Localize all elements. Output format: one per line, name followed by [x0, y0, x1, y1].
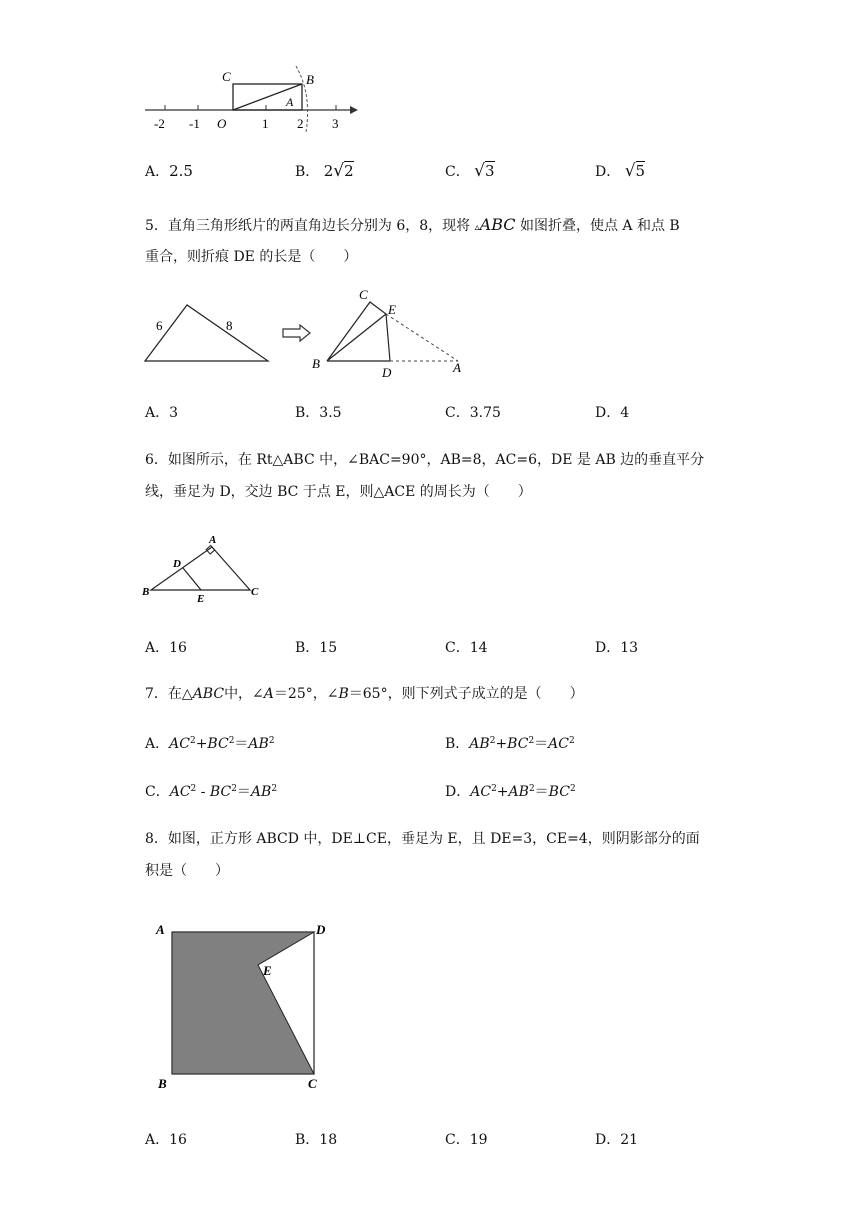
q5-option-b[interactable]: B．3.5	[295, 405, 342, 421]
point-label-a: A	[286, 95, 294, 109]
q4-option-a[interactable]: A．2.5	[145, 162, 193, 180]
sqrt-icon: √	[333, 161, 345, 181]
tick-label: 1	[262, 116, 269, 131]
q8-stem-line1: 8．如图，正方形 ABCD 中，DE⊥CE，垂足为 E，且 DE=3，CE=4，则阴影部分的面	[145, 831, 700, 847]
sqrt-icon: √	[474, 161, 486, 181]
point-label-e: E	[263, 963, 272, 978]
tick-label: 2	[297, 116, 304, 131]
perpendicular-bisector	[183, 568, 201, 590]
q5-option-c[interactable]: C．3.75	[445, 405, 501, 421]
arrow-icon	[283, 325, 310, 341]
side-label-8: 8	[226, 318, 233, 333]
q7-option-d[interactable]: D．$AC^2+AB^2=BC^2$	[445, 784, 576, 800]
square-shaded-figure	[150, 915, 340, 1095]
q4-option-d[interactable]: D． √5	[595, 161, 646, 181]
q6-option-d[interactable]: D．13	[595, 640, 639, 656]
dashed-fold-line	[386, 314, 458, 361]
point-label-c: C	[308, 1076, 317, 1091]
point-label-d: D	[173, 558, 181, 570]
tick-label: -1	[189, 116, 200, 131]
side-label-6: 6	[156, 318, 163, 333]
point-label-b: B	[158, 1076, 167, 1091]
number-line-figure	[140, 64, 370, 134]
q8-option-a[interactable]: A．16	[145, 1132, 187, 1148]
tick-label: 3	[332, 116, 339, 131]
q4-option-b[interactable]: B． 2√2	[295, 161, 354, 181]
tick-label: O	[217, 116, 227, 131]
point-label-b: B	[142, 586, 150, 598]
q7-option-a[interactable]: A．$AC^2+BC^2=AB^2$	[145, 736, 275, 752]
q5-option-d[interactable]: D．4	[595, 405, 630, 421]
point-label-a: A	[453, 360, 461, 375]
q7-stem: 7．在△ABC中，∠A＝25°，∠B＝65°，则下列式子成立的是（ ）	[145, 686, 584, 702]
q8-option-b[interactable]: B．18	[295, 1132, 338, 1148]
q5-stem-line1: 5．直角三角形纸片的两直角边长分别为 6，8，现将 ▵ABC 如图折叠，使点 A 和点 B	[145, 215, 680, 234]
q7-option-b[interactable]: B．$AB^2+BC^2=AC^2$	[445, 736, 575, 752]
point-label-d: D	[316, 922, 326, 937]
right-triangle	[145, 305, 268, 361]
point-label-b: B	[306, 72, 314, 87]
point-label-e: E	[388, 302, 396, 317]
point-label-d: D	[382, 365, 392, 380]
sqrt-icon: √	[624, 161, 636, 181]
right-triangle-figure	[140, 532, 270, 607]
point-label-c: C	[251, 586, 259, 598]
triangle-abc	[151, 547, 250, 590]
q6-stem-line2: 线，垂足为 D，交边 BC 于点 E，则△ACE 的周长为（ ）	[145, 484, 532, 500]
q8-option-d[interactable]: D．21	[595, 1132, 639, 1148]
point-label-e: E	[197, 593, 205, 605]
q5-option-a[interactable]: A．3	[145, 405, 179, 421]
q6-stem-line1: 6．如图所示，在 Rt△ABC 中，∠BAC=90°，AB=8，AC=6，DE 是 AB 边的垂直平分	[145, 452, 705, 468]
folding-triangle-figure	[140, 285, 480, 380]
tick-label: -2	[154, 116, 165, 131]
q6-option-b[interactable]: B．15	[295, 640, 338, 656]
q8-stem-line2: 积是（ ）	[145, 863, 229, 879]
q6-option-a[interactable]: A．16	[145, 640, 187, 656]
folded-triangle	[327, 302, 386, 361]
q8-option-c[interactable]: C．19	[445, 1132, 488, 1148]
point-label-c: C	[359, 287, 368, 302]
q7-option-c[interactable]: C．$AC^2 - BC^2=AB^2$	[145, 784, 278, 800]
q5-stem-line2: 重合，则折痕 DE 的长是（ ）	[145, 249, 358, 265]
point-label-a: A	[156, 922, 165, 937]
point-label-a: A	[209, 534, 217, 546]
q6-option-c[interactable]: C．14	[445, 640, 488, 656]
axis-arrow-icon	[350, 106, 358, 114]
q4-option-c[interactable]: C． √3	[445, 161, 495, 181]
point-label-b: B	[312, 356, 320, 371]
point-label-c: C	[222, 69, 231, 84]
